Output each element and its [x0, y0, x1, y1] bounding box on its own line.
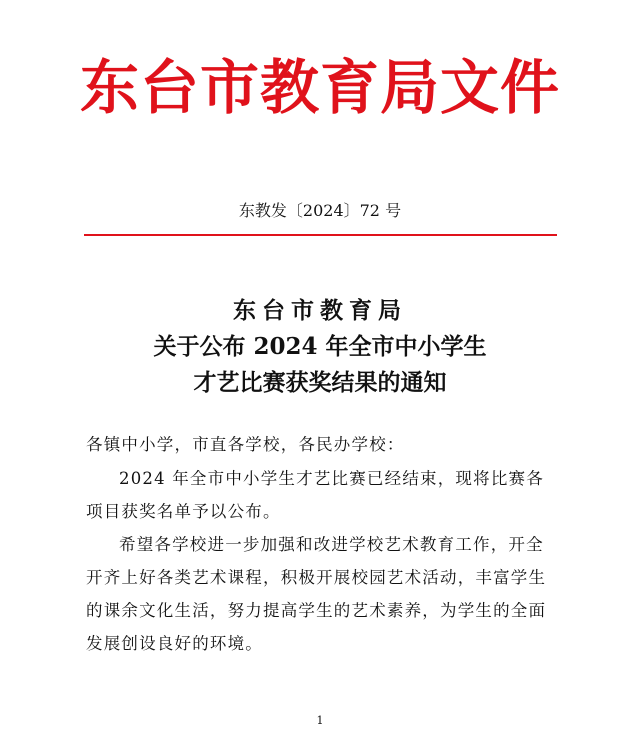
paragraph-1: 2024 年全市中小学生才艺比赛已经结束，现将比赛各项目获奖名单予以公布。 [86, 469, 544, 521]
page-number: 1 [316, 714, 324, 727]
notice-title-line-1: 东台市教育局 [233, 297, 407, 324]
masthead-title: 东台市教育局文件 [79, 53, 560, 122]
document-number: 东教发〔2024〕72 号 [238, 201, 402, 220]
salutation: 各镇中小学，市直各学校，各民办学校： [86, 435, 405, 454]
notice-title-line-3: 才艺比赛获奖结果的通知 [193, 369, 447, 396]
red-separator-line [84, 234, 557, 236]
notice-title-line-2: 关于公布 2024 年全市中小学生 [153, 333, 487, 360]
paragraph-2: 希望各学校进一步加强和改进学校艺术教育工作，开全开齐上好各类艺术课程，积极开展校园艺术活动，丰富学生的课余文化生活，努力提高学生的艺术素养，为学生的全面发展创设良好的环境。 [86, 535, 547, 653]
